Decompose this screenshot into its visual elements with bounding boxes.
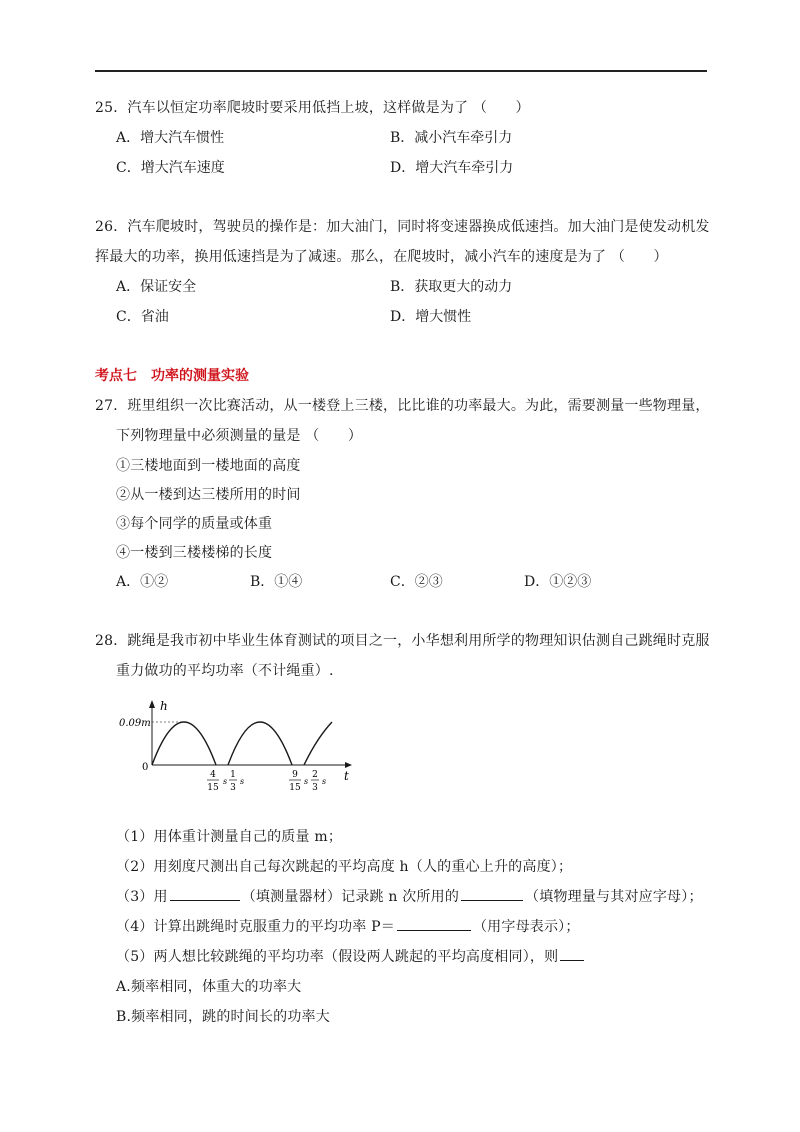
header-rule bbox=[95, 70, 707, 72]
q27-option-d: D．①②③ bbox=[524, 574, 592, 590]
tick4-unit: s bbox=[322, 777, 327, 786]
blank-instrument[interactable] bbox=[170, 899, 240, 901]
tick1-numerator: 4 bbox=[210, 770, 216, 780]
jump-arc-3 bbox=[304, 722, 332, 765]
tick3-numerator: 9 bbox=[292, 770, 298, 780]
q28-step-4-part-a: （4）计算出跳绳时克服重力的平均功率 P＝ bbox=[116, 919, 395, 935]
tick4-denominator: 3 bbox=[312, 783, 318, 793]
blank-choice[interactable] bbox=[560, 959, 584, 961]
x-axis-label: t bbox=[344, 769, 349, 783]
q28-option-a: A.频率相同，体重大的功率大 bbox=[116, 979, 302, 995]
q28-step-3-part-b: （填测量器材）记录跳 n 次所用的 bbox=[241, 889, 460, 905]
q28-step-4 bbox=[116, 916, 580, 936]
tick3-denominator: 15 bbox=[289, 783, 301, 793]
q27-item-1: ①三楼地面到一楼地面的高度 bbox=[116, 458, 301, 474]
jump-height-graph bbox=[119, 699, 360, 810]
q25-option-b: B．减小汽车牵引力 bbox=[390, 130, 513, 146]
q28-step-3-part-a: （3）用 bbox=[116, 889, 168, 905]
q27-option-c: C．②③ bbox=[390, 574, 443, 590]
q25-option-a: A．增大汽车惯性 bbox=[116, 130, 225, 146]
q27-item-3: ③每个同学的质量或体重 bbox=[116, 516, 273, 532]
blank-power-expression[interactable] bbox=[397, 929, 471, 931]
q28-stem-line2: 重力做功的平均功率（不计绳重）. bbox=[116, 663, 334, 679]
q27-item-4: ④一楼到三楼楼梯的长度 bbox=[116, 545, 273, 561]
q26-option-b: B．获取更大的动力 bbox=[390, 279, 513, 295]
q25-stem: 25．汽车以恒定功率爬坡时要采用低挡上坡，这样做是为了 （ ） bbox=[95, 100, 530, 116]
jump-arc-1 bbox=[152, 722, 216, 765]
q28-step-3 bbox=[116, 886, 703, 906]
q28-option-b: B.频率相同，跳的时间长的功率大 bbox=[116, 1009, 330, 1025]
peak-label: 0.09m bbox=[119, 718, 151, 729]
blank-quantity[interactable] bbox=[461, 899, 523, 901]
q25-option-c: C．增大汽车速度 bbox=[116, 160, 225, 176]
q26-option-a: A．保证安全 bbox=[116, 279, 197, 295]
origin-label: 0 bbox=[142, 762, 149, 773]
tick2-unit: s bbox=[240, 777, 245, 786]
tick2-numerator: 1 bbox=[230, 770, 236, 780]
section-title: 考点七 功率的测量实验 bbox=[95, 368, 249, 384]
tick2-denominator: 3 bbox=[230, 783, 236, 793]
q28-step-3-part-c: （填物理量与其对应字母）； bbox=[525, 889, 703, 905]
q26-stem-line2: 挥最大的功率，换用低速挡是为了减速。那么，在爬坡时，减小汽车的速度是为了 （ ） bbox=[95, 249, 668, 265]
q28-stem-line1: 28．跳绳是我市初中毕业生体育测试的项目之一，小华想利用所学的物理知识估测自己跳绳时克服 bbox=[95, 633, 710, 649]
tick4-numerator: 2 bbox=[312, 770, 318, 780]
y-axis-arrow bbox=[149, 700, 155, 708]
q27-stem-line2: 下列物理量中必须测量的量是 （ ） bbox=[116, 428, 363, 444]
y-axis-label: h bbox=[160, 699, 168, 713]
q26-stem-line1: 26．汽车爬坡时，驾驶员的操作是：加大油门，同时将变速器换成低速挡。加大油门是使发动机发 bbox=[95, 219, 710, 235]
x-axis-arrow bbox=[345, 762, 352, 768]
q27-item-2: ②从一楼到达三楼所用的时间 bbox=[116, 487, 301, 503]
q27-option-b: B．①④ bbox=[250, 574, 303, 590]
q27-option-a: A．①② bbox=[116, 574, 169, 590]
q25-option-d: D．增大汽车牵引力 bbox=[390, 160, 514, 176]
q27-stem-line1: 27．班里组织一次比赛活动，从一楼登上三楼，比比谁的功率最大。为此，需要测量一些物理量， bbox=[95, 398, 710, 414]
q28-step-2: （2）用刻度尺测出自己每次跳起的平均高度 h（人的重心上升的高度）； bbox=[116, 859, 573, 875]
q28-step-5 bbox=[116, 946, 586, 966]
q26-option-c: C．省油 bbox=[116, 309, 169, 325]
q28-step-5-text: （5）两人想比较跳绳的平均功率（假设两人跳起的平均高度相同），则 bbox=[116, 949, 559, 965]
q26-option-d: D．增大惯性 bbox=[390, 309, 472, 325]
tick1-unit: s bbox=[223, 777, 228, 786]
q28-step-1: （1）用体重计测量自己的质量 m； bbox=[116, 829, 343, 845]
q28-step-4-part-b: （用字母表示）； bbox=[472, 919, 580, 935]
tick3-unit: s bbox=[304, 777, 309, 786]
jump-arc-2 bbox=[228, 722, 292, 765]
tick1-denominator: 15 bbox=[207, 783, 219, 793]
